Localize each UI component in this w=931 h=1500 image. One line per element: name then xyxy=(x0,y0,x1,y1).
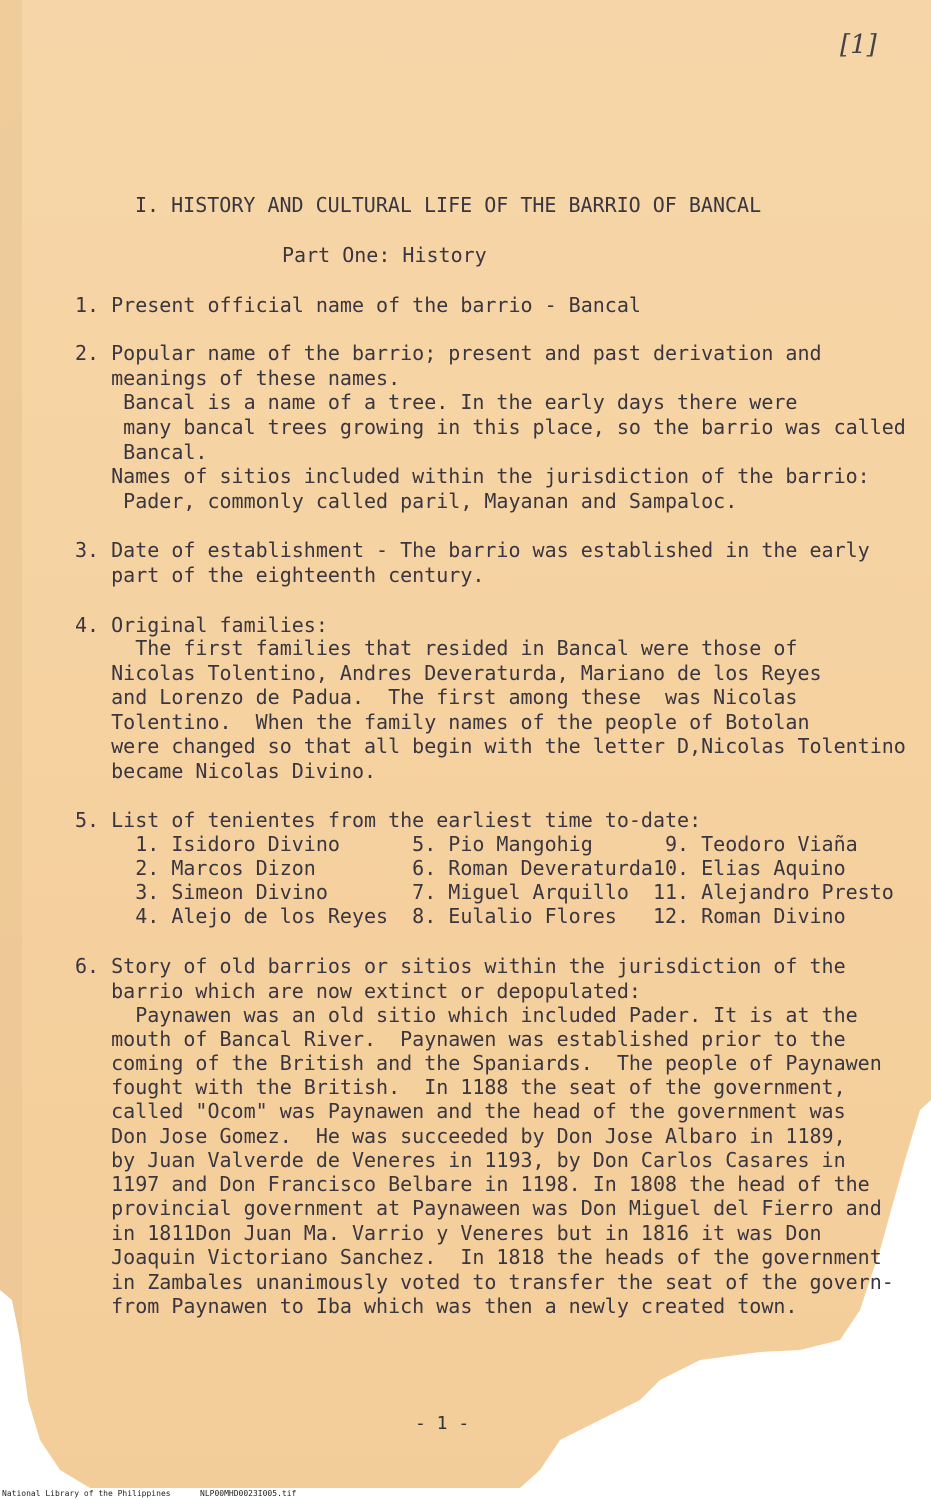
text-line: The first families that resided in Bancal were those of xyxy=(75,636,798,660)
text-line: Tolentino. When the family names of the people of Botolan xyxy=(75,710,810,734)
text-line: Paynawen was an old sitio which included Pader. It is at the xyxy=(75,1003,858,1027)
text-line: fought with the British. In 1188 the seat of the government, xyxy=(75,1075,846,1099)
text-line: 5. List of tenientes from the earliest time to-date: xyxy=(75,808,702,832)
text-line: in 1811Don Juan Ma. Varrio y Veneres but in 1816 it was Don xyxy=(75,1221,822,1245)
list-row: 3. Simeon Divino 7. Miguel Arquillo 11. Alejandro Presto xyxy=(75,880,894,904)
footer-filename: NLP00MHD0023I005.tif xyxy=(200,1489,297,1498)
page-mark: [1] xyxy=(840,30,877,60)
text-line: many bancal trees growing in this place, so the barrio was called xyxy=(75,415,906,439)
text-line: meanings of these names. xyxy=(75,366,401,390)
text-line: Joaquin Victoriano Sanchez. In 1818 the heads of the government xyxy=(75,1245,882,1269)
section-subtitle: Part One: History xyxy=(282,243,487,267)
text-line: Don Jose Gomez. He was succeeded by Don Jose Albaro in 1189, xyxy=(75,1124,846,1148)
text-line: 6. Story of old barrios or sitios within the jurisdiction of the xyxy=(75,954,846,978)
footer-library: National Library of the Philippines xyxy=(2,1489,171,1498)
list-row: 4. Alejo de los Reyes 8. Eulalio Flores 12. Roman Divino xyxy=(75,904,846,928)
text-line: 2. Popular name of the barrio; present and past derivation and xyxy=(75,341,822,365)
text-line: provincial government at Paynaween was Don Miguel del Fierro and xyxy=(75,1196,882,1220)
text-line: Bancal. xyxy=(75,440,208,464)
page-number: - 1 - xyxy=(415,1413,470,1434)
text-line: were changed so that all begin with the letter D,Nicolas Tolentino xyxy=(75,734,906,758)
text-line: Bancal is a name of a tree. In the early days there were xyxy=(75,390,798,414)
text-line: Names of sitios included within the jurisdiction of the barrio: xyxy=(75,464,870,488)
text-line: became Nicolas Divino. xyxy=(75,759,377,783)
text-line: 4. Original families: xyxy=(75,613,328,637)
item-6 xyxy=(0,954,931,1500)
text-line: and Lorenzo de Padua. The first among these was Nicolas xyxy=(75,685,798,709)
document-title: I. HISTORY AND CULTURAL LIFE OF THE BARRIO OF BANCAL xyxy=(135,193,762,217)
text-line: Nicolas Tolentino, Andres Deveraturda, Mariano de los Reyes xyxy=(75,661,822,685)
text-line: 3. Date of establishment - The barrio was established in the early xyxy=(75,538,870,562)
text-line: coming of the British and the Spaniards. The people of Paynawen xyxy=(75,1051,882,1075)
text-line: by Juan Valverde de Veneres in 1193, by Don Carlos Casares in xyxy=(75,1148,846,1172)
text-line: 1197 and Don Francisco Belbare in 1198. In 1808 the head of the xyxy=(75,1172,870,1196)
list-row: 2. Marcos Dizon 6. Roman Deveraturda10. Elias Aquino xyxy=(75,856,846,880)
text-line: part of the eighteenth century. xyxy=(75,563,485,587)
list-row: 1. Isidoro Divino 5. Pio Mangohig 9. Teodoro Viaña xyxy=(75,832,858,856)
text-line: mouth of Bancal River. Paynawen was established prior to the xyxy=(75,1027,846,1051)
text-line: from Paynawen to Iba which was then a newly created town. xyxy=(75,1294,798,1318)
text-line: in Zambales unanimously voted to transfer the seat of the govern- xyxy=(75,1270,894,1294)
scan-footer xyxy=(0,1488,931,1500)
text-line: barrio which are now extinct or depopulated: xyxy=(75,979,641,1003)
item-1: 1. Present official name of the barrio - Bancal xyxy=(75,293,641,317)
text-line: Pader, commonly called paril, Mayanan and Sampaloc. xyxy=(75,489,738,513)
text-line: called "Ocom" was Paynawen and the head of the government was xyxy=(75,1099,846,1123)
